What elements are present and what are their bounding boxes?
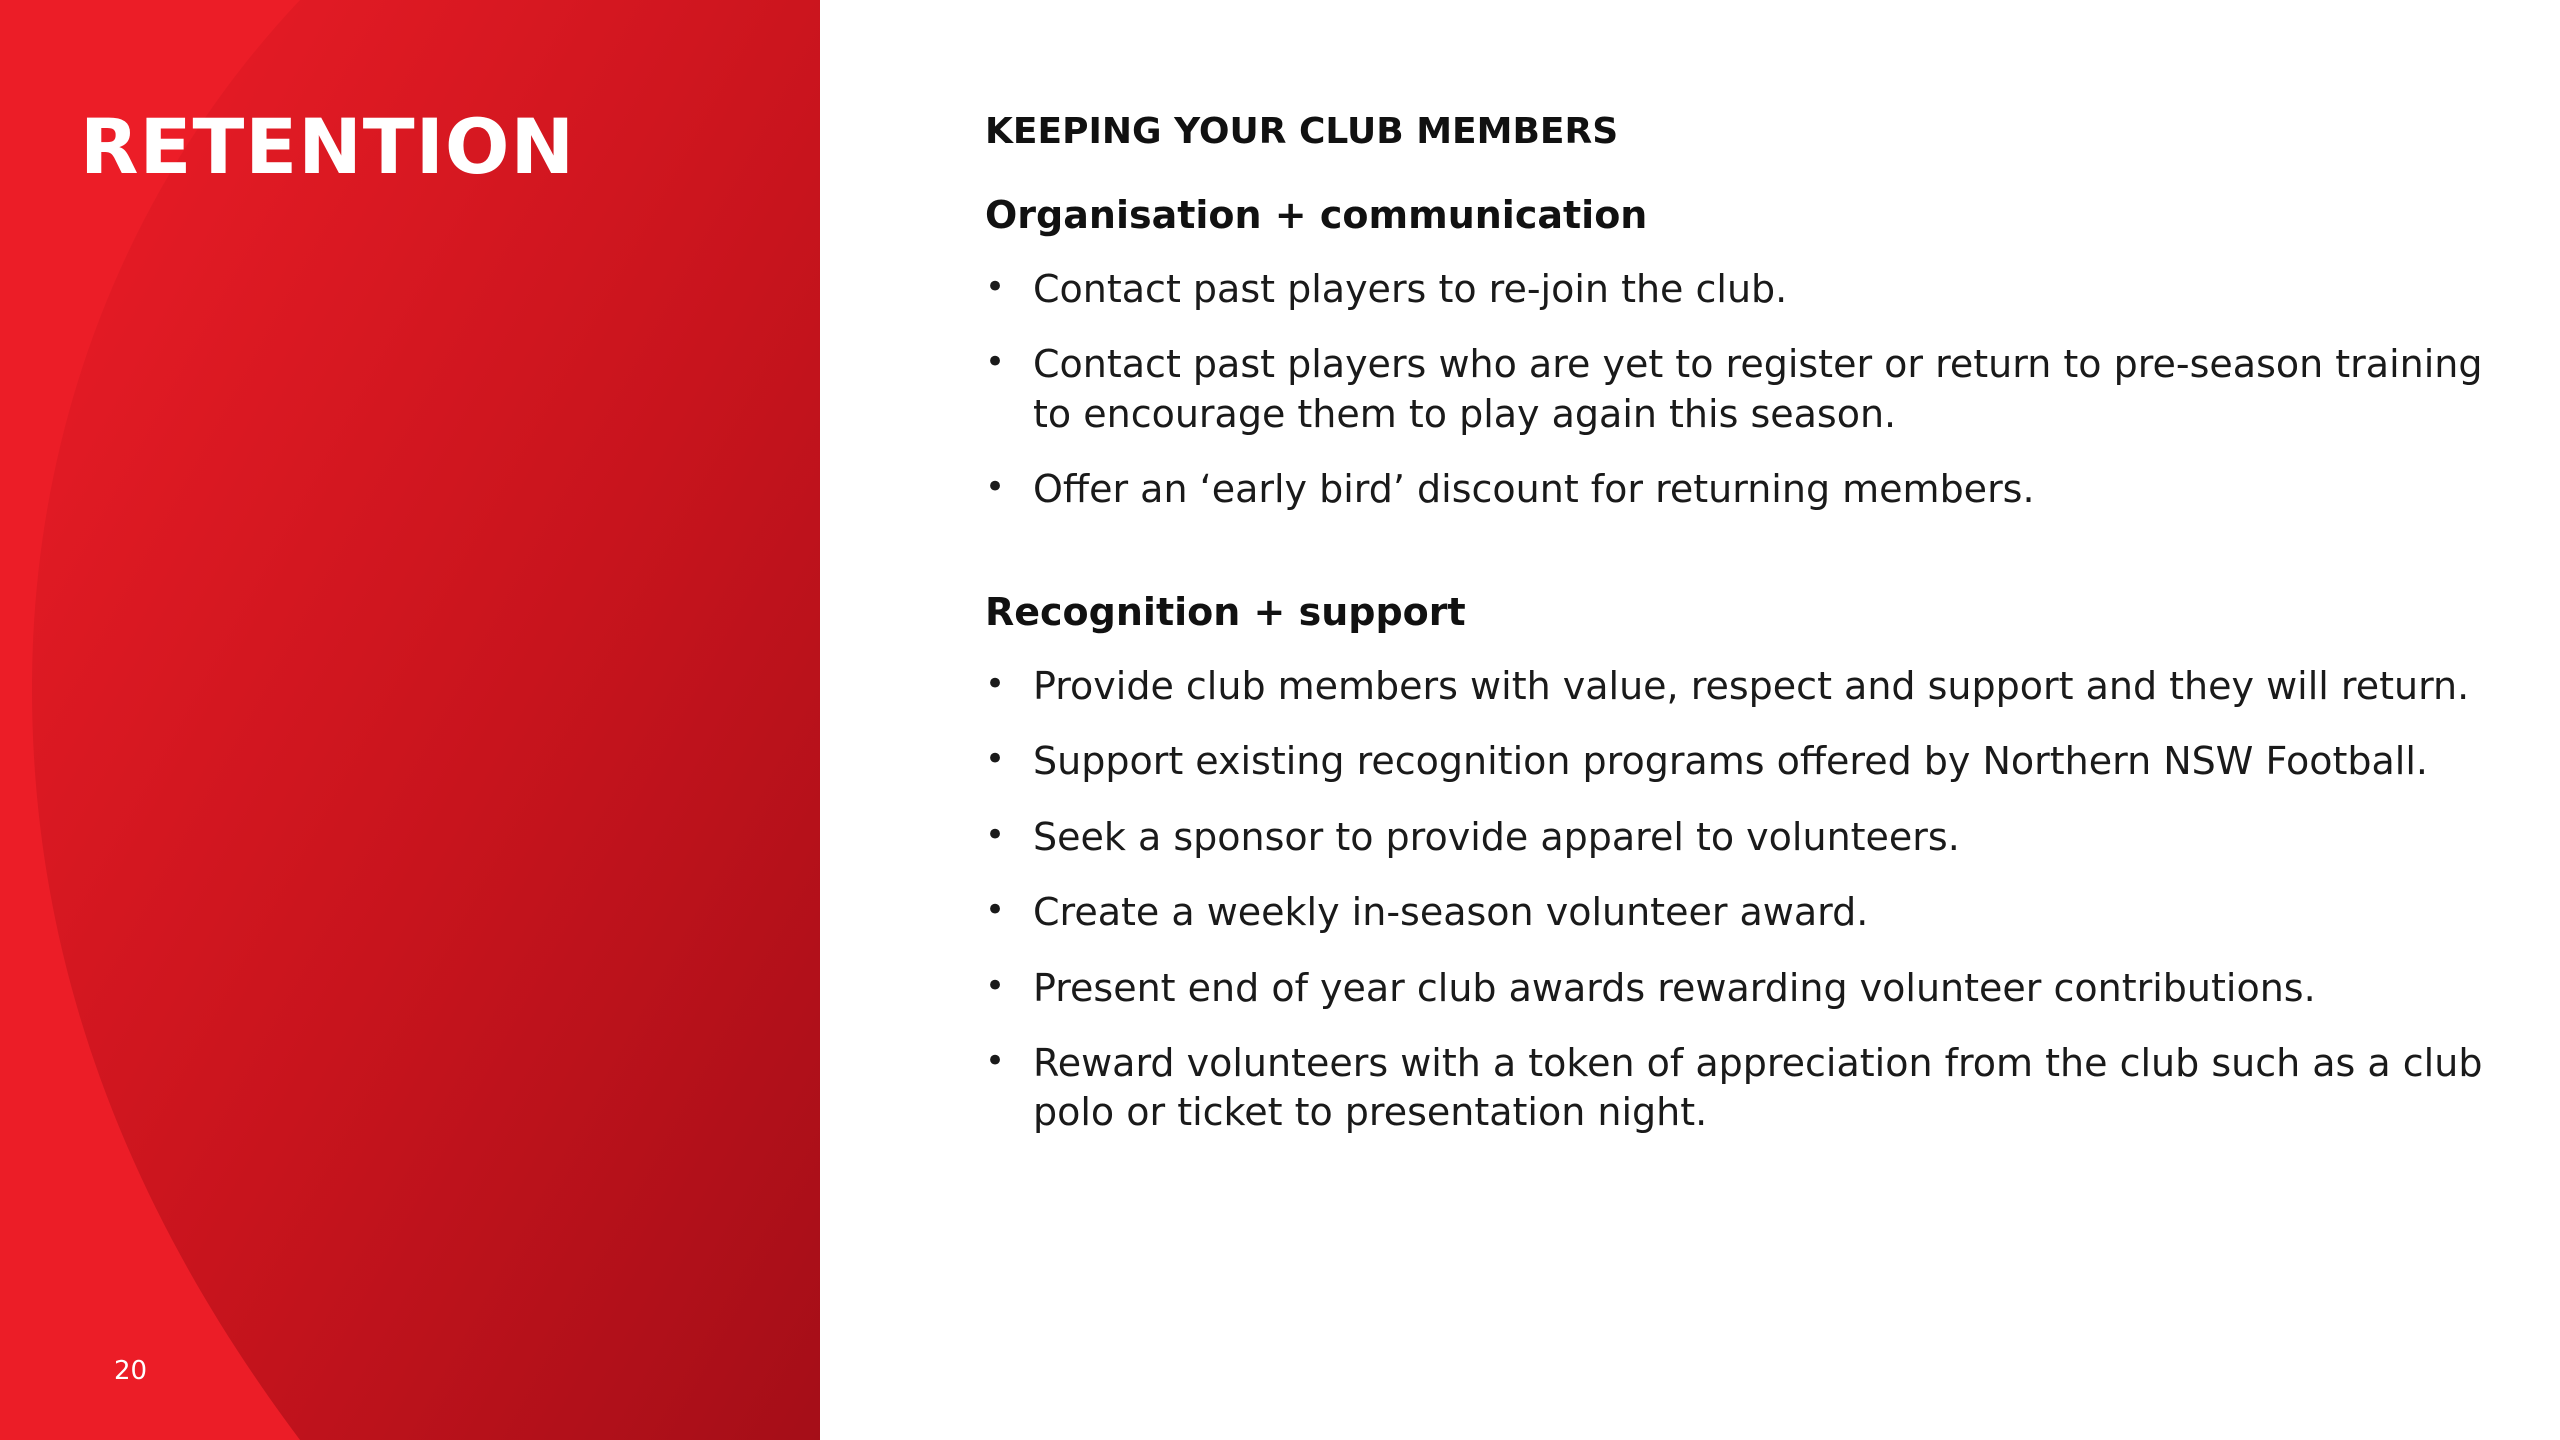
list-item	[985, 340, 2505, 439]
page-number: 20	[114, 1356, 148, 1386]
list-item	[985, 265, 2505, 314]
list-item-text: Support existing recognition programs offered by Northern NSW Football.	[1033, 739, 2428, 784]
bullet-icon: •	[985, 266, 1006, 307]
list-item	[985, 964, 2505, 1013]
bullet-list-organisation	[985, 265, 2505, 515]
slide-title: RETENTION	[80, 102, 576, 191]
section-title-organisation: Organisation + communication	[985, 193, 1648, 238]
bullet-icon: •	[985, 814, 1006, 855]
list-item	[985, 813, 2505, 862]
section-spacer	[985, 540, 2505, 590]
bullet-icon: •	[985, 739, 1006, 780]
content-heading: KEEPING YOUR CLUB MEMBERS	[985, 111, 1619, 152]
left-red-panel	[0, 0, 820, 1440]
list-item-text: Contact past players who are yet to register or return to pre-season training to encourage them to play again this season.	[1033, 342, 2483, 436]
list-item-text: Provide club members with value, respect and support and they will return.	[1033, 663, 2470, 708]
list-item	[985, 888, 2505, 937]
list-item-text: Create a weekly in-season volunteer award.	[1033, 890, 1869, 935]
list-item	[985, 1039, 2505, 1138]
list-item-text: Contact past players to re-join the club.	[1033, 266, 1788, 311]
content-area	[985, 110, 2505, 1164]
bullet-icon: •	[985, 965, 1006, 1006]
bullet-icon: •	[985, 663, 1006, 704]
bullet-icon: •	[985, 342, 1006, 383]
list-item	[985, 737, 2505, 786]
bullet-icon: •	[985, 1040, 1006, 1081]
section-title-recognition: Recognition + support	[985, 590, 1466, 635]
bullet-list-recognition	[985, 662, 2505, 1138]
list-item-text: Reward volunteers with a token of appreciation from the club such as a club polo or ticket to presentation night.	[1033, 1040, 2483, 1135]
list-item	[985, 662, 2505, 711]
list-item-text: Present end of year club awards rewarding volunteer contributions.	[1033, 965, 2316, 1010]
bullet-icon: •	[985, 466, 1006, 507]
list-item	[985, 465, 2505, 514]
bullet-icon: •	[985, 890, 1006, 931]
panel-gradient-shape	[0, 0, 820, 1440]
list-item-text: Offer an ‘early bird’ discount for returning members.	[1033, 466, 2035, 511]
list-item-text: Seek a sponsor to provide apparel to volunteers.	[1033, 814, 1960, 859]
